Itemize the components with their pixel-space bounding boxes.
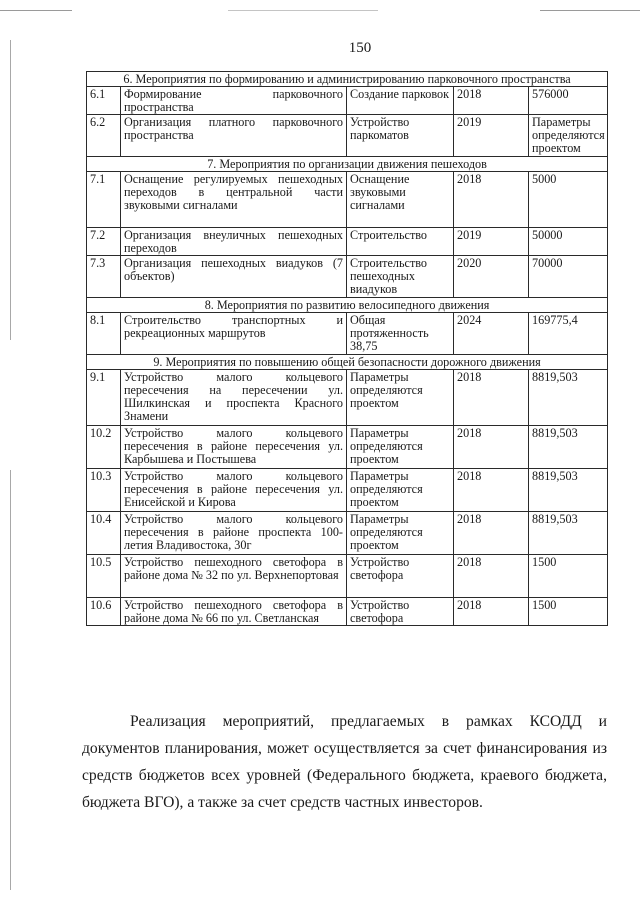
measure-year: 2018 <box>454 469 529 512</box>
table-row <box>87 256 608 298</box>
section-title: 9. Мероприятия по повышению общей безопасности дорожного движения <box>87 355 608 370</box>
measure-name: Организация внеуличных пешеходных переходов <box>121 228 347 256</box>
measure-cost: 70000 <box>529 256 608 298</box>
measure-result: Параметры определяются проектом <box>347 370 454 426</box>
row-number: 6.2 <box>87 115 121 157</box>
measure-name: Строительство транспортных и рекреационных маршрутов <box>121 313 347 355</box>
section-header-row <box>87 298 608 313</box>
paragraph-text: Реализация мероприятий, предлагаемых в рамках КСОДД и документов планирования, может осуществляется за счет финансирования из средств бюджетов всех уровней (Федерального бюджета, краевого бюджета, бюджета ВГО), а также за счет средств частных инвесторов. <box>82 713 607 811</box>
row-number: 10.2 <box>87 426 121 469</box>
measure-name: Организация пешеходных виадуков (7 объектов) <box>121 256 347 298</box>
measure-year: 2018 <box>454 512 529 555</box>
measure-year: 2018 <box>454 172 529 228</box>
measure-cost: 1500 <box>529 555 608 598</box>
measures-table <box>86 71 608 626</box>
measure-name: Устройство малого кольцевого пересечения на пересечении ул. Шилкинская и проспекта Красного Знамени <box>121 370 347 426</box>
table-row <box>87 512 608 555</box>
measure-result: Параметры определяются проектом <box>347 469 454 512</box>
scan-edge-line <box>10 470 11 890</box>
measure-year: 2019 <box>454 115 529 157</box>
measure-result: Параметры определяются проектом <box>347 512 454 555</box>
section-header-row <box>87 72 608 87</box>
measure-name <box>121 87 347 115</box>
table-row <box>87 313 608 355</box>
measure-cost: 8819,503 <box>529 370 608 426</box>
measure-name-text: Формирование парковочного пространства <box>124 87 343 114</box>
table-row <box>87 115 608 157</box>
measure-year: 2018 <box>454 370 529 426</box>
measure-cost: 8819,503 <box>529 469 608 512</box>
scan-edge-line <box>540 10 640 11</box>
table-row <box>87 598 608 626</box>
measure-year: 2018 <box>454 426 529 469</box>
measure-cost: Параметры определяются проектом <box>529 115 608 157</box>
table-row <box>87 555 608 598</box>
table-row <box>87 87 608 115</box>
measure-name: Устройство малого кольцевого пересечения в районе пересечения ул. Енисейской и Кирова <box>121 469 347 512</box>
measure-cost: 576000 <box>529 87 608 115</box>
section-title: 8. Мероприятия по развитию велосипедного движения <box>87 298 608 313</box>
row-number: 6.1 <box>87 87 121 115</box>
row-number: 7.3 <box>87 256 121 298</box>
body-paragraph <box>82 708 607 816</box>
measure-result: Оснащение звуковыми сигналами <box>347 172 454 228</box>
measure-cost: 169775,4 <box>529 313 608 355</box>
measure-cost: 8819,503 <box>529 512 608 555</box>
section-header-row <box>87 355 608 370</box>
measure-year: 2018 <box>454 598 529 626</box>
row-number: 8.1 <box>87 313 121 355</box>
section-title: 7. Мероприятия по организации движения пешеходов <box>87 157 608 172</box>
row-number: 10.6 <box>87 598 121 626</box>
measure-year: 2024 <box>454 313 529 355</box>
measure-result: Устройство светофора <box>347 598 454 626</box>
row-number: 7.1 <box>87 172 121 228</box>
measure-name: Устройство малого кольцевого пересечения в районе пересечения ул. Карбышева и Постышева <box>121 426 347 469</box>
measure-year: 2018 <box>454 555 529 598</box>
scan-edge-line <box>10 40 11 340</box>
row-number: 10.5 <box>87 555 121 598</box>
measure-year: 2020 <box>454 256 529 298</box>
measure-name: Устройство малого кольцевого пересечения в районе проспекта 100-летия Владивостока, 30г <box>121 512 347 555</box>
page-number: 150 <box>348 40 372 56</box>
measure-name: Оснащение регулируемых пешеходных переходов в центральной части звуковыми сигналами <box>121 172 347 228</box>
measure-result: Создание парковок <box>347 87 454 115</box>
table-row <box>87 228 608 256</box>
scan-edge-line <box>228 10 378 11</box>
measure-result: Строительство пешеходных виадуков <box>347 256 454 298</box>
measure-cost: 5000 <box>529 172 608 228</box>
measure-cost: 8819,503 <box>529 426 608 469</box>
table-row <box>87 426 608 469</box>
measure-name: Устройство пешеходного светофора в районе дома № 66 по ул. Светланская <box>121 598 347 626</box>
scan-edge-line <box>0 10 72 11</box>
measure-name: Организация платного парковочного пространства <box>121 115 347 157</box>
row-number: 7.2 <box>87 228 121 256</box>
section-title: 6. Мероприятия по формированию и администрированию парковочного пространства <box>87 72 608 87</box>
section-header-row <box>87 157 608 172</box>
measure-result: Общая протяженность 38,75 <box>347 313 454 355</box>
measure-result: Параметры определяются проектом <box>347 426 454 469</box>
measure-cost: 1500 <box>529 598 608 626</box>
table-row <box>87 370 608 426</box>
table-row <box>87 172 608 228</box>
measure-name: Устройство пешеходного светофора в районе дома № 32 по ул. Верхнепортовая <box>121 555 347 598</box>
measure-year: 2018 <box>454 87 529 115</box>
row-number: 9.1 <box>87 370 121 426</box>
row-number: 10.3 <box>87 469 121 512</box>
measure-year: 2019 <box>454 228 529 256</box>
measure-result: Устройство паркоматов <box>347 115 454 157</box>
measure-cost: 50000 <box>529 228 608 256</box>
measure-result: Устройство светофора <box>347 555 454 598</box>
row-number: 10.4 <box>87 512 121 555</box>
table-row <box>87 469 608 512</box>
measure-result: Строительство <box>347 228 454 256</box>
